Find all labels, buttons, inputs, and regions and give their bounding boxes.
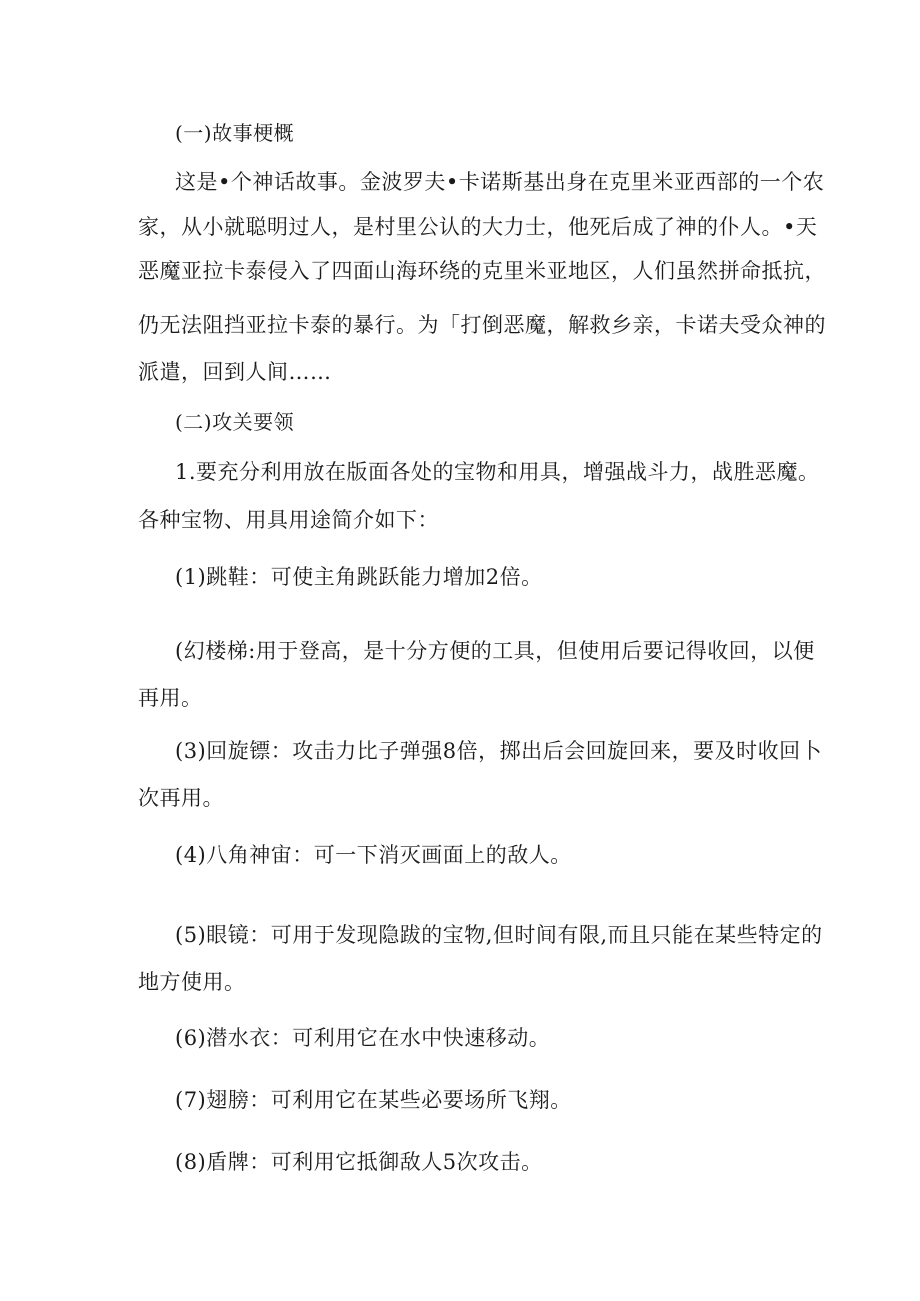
section-heading-tips: (二)攻关要领 [175,410,295,434]
item-shield: (8)盾牌：可利用它抵御敌人5次攻击。 [175,1150,543,1174]
story-line: 仍无法阻挡亚拉卡泰的暴行。为「打倒恶魔，解救乡亲，卡诺夫受众神的 [138,313,826,337]
item-glasses-cont: 地方使用。 [138,970,246,994]
section-heading-story: (一)故事梗概 [175,121,295,145]
story-line: 派遣，回到人间…… [138,360,332,384]
item-wings: (7)翅膀：可利用它在某些必要场所飞翔。 [175,1088,572,1112]
story-line: 恶魔亚拉卡泰侵入了四面山海环绕的克里米亚地区，人们虽然拼命抵抗， [138,259,826,283]
item-ladder-cont: 再用。 [138,686,203,710]
story-line: 家，从小就聪明过人，是村里公认的大力士，他死后成了神的仆人。•天 [138,215,818,239]
item-jump-shoes: (1)跳鞋：可使主角跳跃能力增加2倍。 [175,565,543,589]
item-boomerang: (3)回旋镖：攻击力比子弹强8倍，掷出后会回旋回来，要及时收回卜 [175,739,823,763]
story-line: 这是•个神话故事。金波罗夫•卡诺斯基出身在克里米亚西部的一个农 [175,170,825,194]
tip-line: 各种宝物、用具用途简介如下： [138,508,439,532]
item-diving-suit: (6)潜水衣：可利用它在水中快速移动。 [175,1026,551,1050]
item-glasses: (5)眼镜：可用于发现隐跋的宝物,但时间有限,而且只能在某些特定的 [175,923,823,947]
item-octagon: (4)八角神宙：可一下消灭画面上的敌人。 [175,843,572,867]
tip-line: 1.要充分利用放在版面各处的宝物和用具，增强战斗力，战胜恶魔。 [175,460,820,484]
item-boomerang-cont: 次再用。 [138,786,224,810]
item-ladder: (幻楼梯:用于登高，是十分方便的工具，但使用后要记得收回，以便 [175,639,815,663]
